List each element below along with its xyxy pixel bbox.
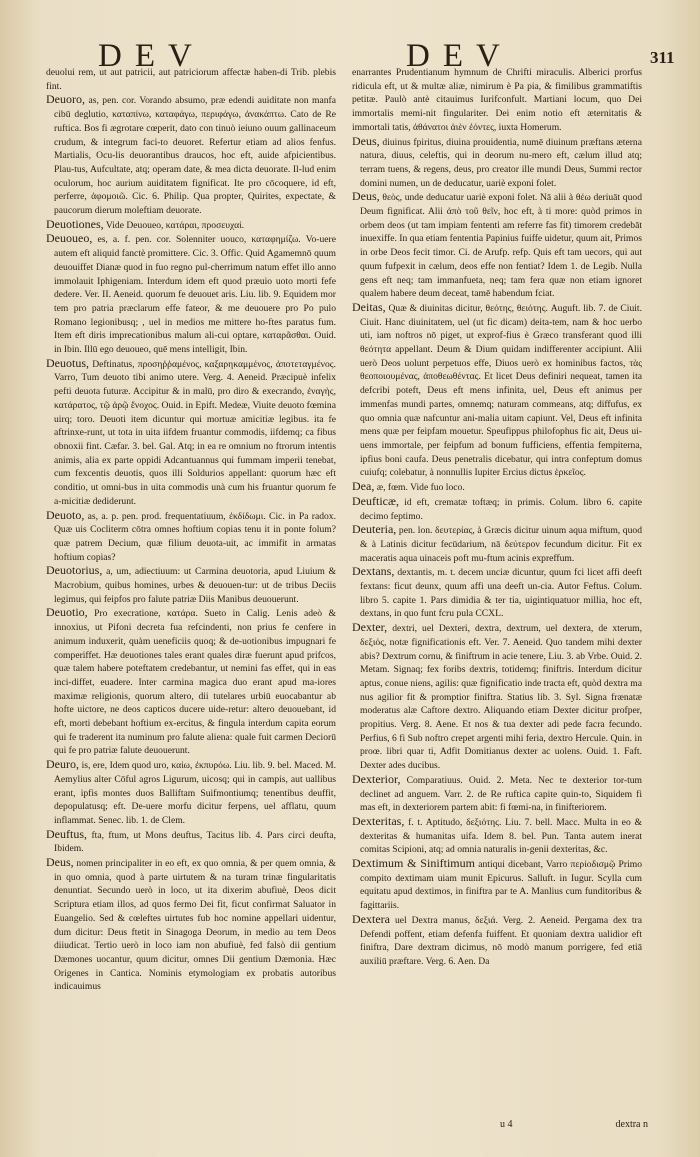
entry-headword: Deuteria, [352, 522, 397, 537]
dictionary-entry [46, 66, 336, 93]
dictionary-entry [46, 93, 336, 217]
page-footer [352, 1119, 648, 1133]
entry-headword: Dextera [352, 911, 390, 926]
entry-headword: Dextans, [352, 564, 395, 579]
entry-headword: Deuoto, [46, 507, 85, 522]
entry-headword: Deuoro, [46, 92, 85, 107]
entry-text: nomen principaliter in eo eft, ex quo omnia, & per quem omnia, & in quo omnia, quod à parte uirtutem & na turam trinæ fingularitatis denuntiat. Secundo uerò in loco, ut ita dixerim abufiuè, Deos dicit Scriptura etiam illos, ad quos fermo Dei fit, ficut confirmat Saluator in Euangelio. Sed & cœleftes uirtutes fub hoc nomine appellari uidentur, dum dicitur: Deus ftetit in Sinagoga Deorum, in medio au tem Deos diiudicat. Tertio uerò in loco iam non abufiuè, fed falsò dii gentium Dæmones uocantur, quum dicitur, omnes Dii gentium Dæmonia. Hæc Origenes in Cantica. Nominis etymologiam ex probatis autoribus indicauimus [54, 858, 336, 993]
dictionary-entry [352, 66, 642, 135]
dictionary-entry [46, 218, 336, 233]
catchword: dextra n [615, 1119, 648, 1130]
dictionary-entry [46, 856, 336, 994]
entry-headword: Deuotorius, [46, 563, 103, 578]
dictionary-entry [352, 913, 642, 969]
entry-text: dextantis, m. t. decem unciæ dicuntur, quum fci licet affi deeft fextans: ficut deunx, quum affi una deeft un-cia. Autor Feftus. Colum. libro 5. capite 1. Pars dimidia & ter tia, uigintiquatuor millia, hoc eft, dextans, in quo funt fcru pula CCXL. [360, 567, 642, 620]
entry-headword: Deuro, [46, 757, 79, 772]
entry-text: a, um, adiectiuum: ut Carmina deuotoria, apud Liuium & Macrobium, quibus homines, urbes & deuouen-tur: ut de tribus Deciis legimus, qui feipfos pro falute patriæ Diis Manibus deuouerunt. [54, 566, 336, 605]
entry-text: dextri, uel Dexteri, dextra, dextrum, uel dextera, de xterum, δεξιός, notæ fignificationis eft. Ver. 7. Aeneid. Quo tandem mihi dexter abis? Dextrum cornu, & finiftrum in acie tenere, Liu. 3. ab Vrbe. Ouid. 2. Metam. Signaq; fex foribs dextris, totidemq; finiftris. Interdum dicitur aptus, conue niens, agilis: quæ fignificatio inde tracta eft, quòd dextra ma nus agilior fit & promptior finiftra. Statius lib. 3. Syl. Signa frænatæ moderatus alæ Caftore dextro. Aliquando etiam Dexter dicitur profper, propitius. Verg. 8. Aene. Et nos & tua dexter adi pede facra fecundo. Perfius, 6 fi Sub noftro crepet argenti mihi feria, dextro Hercule. Quin. in proœ. libri quar ti, Adfit Domitianus dexter ac uolens. Ouid. 1. Faft. Dexter ades ducibus. [360, 623, 642, 772]
entry-headword: Deuotio, [46, 605, 88, 620]
entry-text: Quæ & diuinitas dicitur, θεότης, θειότης. Auguft. lib. 7. de Ciuit. Ciuit. Hanc diuinitatem, uel (ut fic dicam) deita-tem, nam & hoc uerbo uti, iam noftros nō piget, ut exprof-fius è Græco transferant quod illi θεότητα appellant. Deum & Dium quidam indifferenter accipiunt. Alii uerò Deos uolunt perpetuos effe, Diuos uerò ex hominibus factos, τὰς θεοποιουμένας, ἀποθεωθέντας. Et licet Deus definiri nequeat, tamen ita defcribi poteft, Deus eft mens infinita, uel, Deus eft animus per immenfas mundi partes, omnemq; naturam commeans, atq; diffufus, ex quo omnia quæ nafcuntur ani-malia uitam capiunt. Vel, Deus eft infinita mens quæ per feipfam mouetur. Speufippus philofophus fic ait, Deus ui-uens immortale, per feipfum ad bonum fufficiens, effentia fempiterna, ipfius boni caufa. Deus penetralis dicebatur, qui intra confeptum domus cuiufq; colebatur, à nonnullis Iupiter Ercius dictus ἑρκεῖος. [360, 302, 642, 479]
dictionary-entry [46, 509, 336, 565]
entry-headword: Deuotiones, [46, 216, 104, 231]
dictionary-entry [352, 190, 642, 301]
dictionary-entry [46, 564, 336, 606]
dictionary-entry [352, 480, 642, 495]
dictionary-entry [352, 523, 642, 565]
entry-text: es, a. f. pen. cor. Solenniter uouco, καταφημίζω. Vo-uere autem eft aliquid fanctè promittere. Cic. 3. Offic. Quid Agamemnō quum deuouiffet Dianæ quod in fuo regno pul-cherrimum natum effet illo anno immolauit Iphigeniam. Interdum idem eft quod præuio uoto morti fefe dedere. Ver. II. Aeneid. quorum fe deuouet aris. Liu. lib. 9. Equidem mor tem pro patria præclarum effe fateor, & me deuouere pro Po pulo Romano legionibusq; , uel in medios me mittere ho-ftes paratus fum. Item eft diris imprecationibus malum ali-cui optare, καταρᾶσθαι. Ouid. in Ibin. Illū ego deuoueo, quē mens intelligit, Ibin. [54, 234, 336, 356]
entry-text: as, a. p. pen. prod. frequentatiuum, ἐκδίδωμι. Cic. in Pa radox. Quæ uis Cocliterm cōtra omnes hoftium copias tenu it in ponte folum? quæ patrem Decium, quæ filium deuota-uit, ac immifit in armatas hoftium copias? [54, 510, 336, 563]
dictionary-entry [46, 232, 336, 356]
dictionary-entry [352, 301, 642, 480]
entry-headword: Deufticæ, [352, 493, 399, 508]
header-right: DEV [406, 38, 513, 74]
dictionary-entry [352, 621, 642, 773]
entry-text: Comparatiuus. Ouid. 2. Meta. Nec te dexterior tor-tum declinet ad anguem. Varr. 2. de Re ruftica capite quin-to, Siquidem fi mas eft, in dexteriorem partem abit: fi fœmi-na, in finifteriorem. [360, 774, 642, 814]
entry-text: Pro execratione, κατάρα. Sueto in Calig. Lenis adeò & innoxius, ut Pifoni decreta fua refcindenti, non prius fe cenfere in animum induxerit, quàm ueneficiis quoq; & de-uotionibus impugnari fe comperiffet. Hæ deuotiones tales erant quales diræ fuerunt apud prifcos, quæ talem habere poteftatem credebantur, ut nemini fas effet, qui in eas inci-diffet, euadere. Inter carmina magica duo erant apud ma-iores maximæ religionis, quorum altero, dii tutelares urbiū euocabantur ab hofte uictore, ne deos capticos ducere uide-retur: altero deuouebant, id eft, morti debebant hoftium ex-ercitus, & fingula interdum capita eorum qui fe traderent ita numinum pro falute aliena: quale fuit carmen Deciorū qui fe pro patriæ falute deuouerunt. [54, 608, 336, 757]
entry-headword: Deitas, [352, 299, 386, 314]
entry-headword: Dexteritas, [352, 813, 405, 828]
entry-text: fta, ftum, ut Mons deuftus, Tacitus lib. 4. Pars circi deufta, Ibidem. [54, 829, 336, 855]
dictionary-entry [352, 495, 642, 523]
entry-text: deuolui rem, ut aut patricii, aut patriciorum affectæ haben-di Trib. plebis fint. [46, 67, 336, 92]
dictionary-entry [46, 357, 336, 509]
header-left: DEV [98, 38, 205, 74]
entry-headword: Deuotus, [46, 355, 89, 370]
entry-headword: Deuftus, [46, 826, 87, 841]
dictionary-entry [46, 828, 336, 856]
entry-headword: Deus, [352, 189, 380, 204]
left-column [46, 66, 336, 1136]
entry-text: æ, fœm. Vide fuo loco. [376, 482, 465, 494]
dictionary-entry [352, 773, 642, 815]
signature-mark: u 4 [500, 1119, 513, 1130]
entry-text: is, ere, Idem quod uro, καίω, ἐκπυρόω. Liu. lib. 9. bel. Maced. M. Aemylius alter Cōful agros Ligurum, uicosq; qui in campis, aut uallibus erant, ipfis montes duos Balliftam Suifmontiumq; tenentibus deuffit, depopulatusq; eft. De-uere morfu dicitur ferpens, uel afflatu, quum inflammat. Senec. lib. 1. de Clem. [54, 760, 336, 826]
entry-text: f. t. Aptitudo, δεξιότης. Liu. 7. bell. Macc. Multa in eo & dexteritas & humanitas uifa. Idem 8. bel. Pun. Tanta autem inerat comitas Scipioni, atq; ad omnia naturalis in-genii dexteritas, &c. [360, 816, 642, 856]
entry-text: as, pen. cor. Vorando absumo, præ edendi auiditate non manfa cibū deglutio, καταπίνω, καταφάγω, περιφάγω, ἀνακάπτω. Cato de Re ruftica. Bos fi ægrotare cœperit, dato con tinuò ieiuno ouum gallinaceum crudum, & integrum faci-to deuoret. Refertur etiam ad alios fenfus. Martialis, Ocu-lis deuorantibus draucos, hoc eft, auide afpicientibus. Plau-tus, Aufcultate, atq; operam date, & mea dicta deuorate. Il-lud enim oculorum, hoc aurium auiditatem fignificat. Ite pro cōcoquere, id eft, perferre, ἀφομοιῶ. Cic. 6. Philip. Qua propter, Quirites, expectate, & paucorum dierum moleftiam deuorate. [54, 95, 336, 217]
entry-headword: Deus, [46, 855, 74, 870]
entry-headword: Deus, [352, 133, 380, 148]
entry-text: Deftinatus, προσηῤῥαμένος, καξαρηκαμμένος, ἀποτεταγμένος. Varro, Tum deuoto tibi animo utere. Verg. 4. Aeneid. Præcipuè infelix pefti deuota futuræ. Accipitur & in malū, pro diro & execrando, ἐναγὴς, κατάρατος, τῷ ἀρῷ ἔνοχος. Ouid. in Epift. Medeæ, Viuite deuoto fœmina uirq; toro. Deuoti item dicuntur qui mortuæ amicitiæ legibus. ita fe aftrinxe-runt, ut tota in uita iifdem fruantur commodis, iifdemq; ca fibus obnoxii fint. Cæfar. 3. bel. Gal. Atq; in ea re omnium no ftrorum intentis animis, alia ex parte oppidi Adcantuannus qui fummam imperii tenebat, cum fexcentis deuotis, quos illi Soldurios appellant: quorum hæc eft conditio, ut omni-bus in uita commodis unà cum his fruantur quorum fe a-micitiæ dediderunt. [54, 358, 336, 507]
dictionary-entry [46, 758, 336, 828]
dictionary-entry [352, 135, 642, 191]
dictionary-entry [46, 606, 336, 758]
entry-headword: Dea, [352, 479, 375, 494]
entry-text: Vide Deuoueo, κατάραι, προσευχαί. [105, 219, 245, 231]
page-number: 311 [650, 48, 675, 67]
entry-text: diuinus fpiritus, diuina prouidentia, numē diuinum præftans æterna natura, diuus, celeftis, qui in deorum nu-mero eft, cælum illud atq; terram tuens, & regens, deus, pro creator ille mundi Deus, Summi rector domini numen, un de deducatur, uariè exponi folet. [360, 136, 642, 189]
entry-text: antiqui dicebant, Varro περίοδισμῷ Primo compito dextimam uiam munit Epicurus. Salluft. in Iugur. Scylla cum equitatu apud dextimos, in finiftra par te A. Manlius cum funditoribus & fagittariis. [360, 859, 642, 912]
right-column [352, 66, 642, 1136]
entry-text: id eft, crematæ toftæq; in primis. Colum. libro 6. capite decimo feptimo. [360, 496, 642, 522]
dictionary-entry [352, 565, 642, 621]
entry-text: pen. lon. δευτερίας, à Græcis dicitur uinum aqua miftum, quod & à Latinis dicitur fecūdarium, nā δεύτερον fecundum dicitur. Fit ex maceratis aqua uinaceis poft mu-ftum acinis expreffum. [360, 525, 642, 564]
dictionary-entry [352, 857, 642, 913]
entry-headword: Deuoueo, [46, 231, 93, 246]
entry-headword: Dexter, [352, 620, 388, 635]
entry-text: enarrantes Prudentianum hymnum de Chrifti miraculis. Alberici prorfus ridicula eft, ut & multæ aliæ, nimirum è Pa pia, & fimilibus grammatiftis petitæ. Paulò antè citauimus Iurifconfult. Martiani locum, quo Dei immortalis memi-nit fingulariter. Dei enim notio eft æternitatis & immortali tatis, ἀθάνατοι ἀιὲν ἐόντες, iuxta Homerum. [352, 67, 642, 133]
entry-headword: Dexterior, [352, 771, 401, 786]
entry-text: θεὸς, unde deducatur uariè exponi folet. Nā alii à θέω deriuāt quod Deum fignificat. Alii ἀπὸ τοῦ θεῖν, hoc eft, à ti more: quòd primos in orbem deos (ut tam impiam fententi am referre fas fit) timorem credebāt inuexiffe. In qua etiam fententia Papinius fuiffe uidetur, quum ait, Primos in orbe Deos fecit timor. Ci. de Arufp. refp. Quis eft tam uecors, qui aut quum fufpexit in cælum, deos effe non fentiat? Idem 1. de Legib. Nulla gens eft neq; tam immanfueta, neq; tam fera quæ non etiam ignoret qualem habere deum deceat, tamē habendum fciat. [360, 192, 642, 300]
dictionary-entry [352, 815, 642, 857]
entry-text: uel Dextra manus, δεξιά. Verg. 2. Aeneid. Pergama dex tra Defendi poffent, etiam defenfa fuiffent. Et quoniam dextra ualidior eft finiftra, Dare dextram dicimus, nō modò manum porrigere, fed etiā auxiliū præftare. Verg. 6. Aen. Da [360, 914, 642, 967]
entry-headword: Dextimum & Siniftimum [352, 856, 475, 871]
